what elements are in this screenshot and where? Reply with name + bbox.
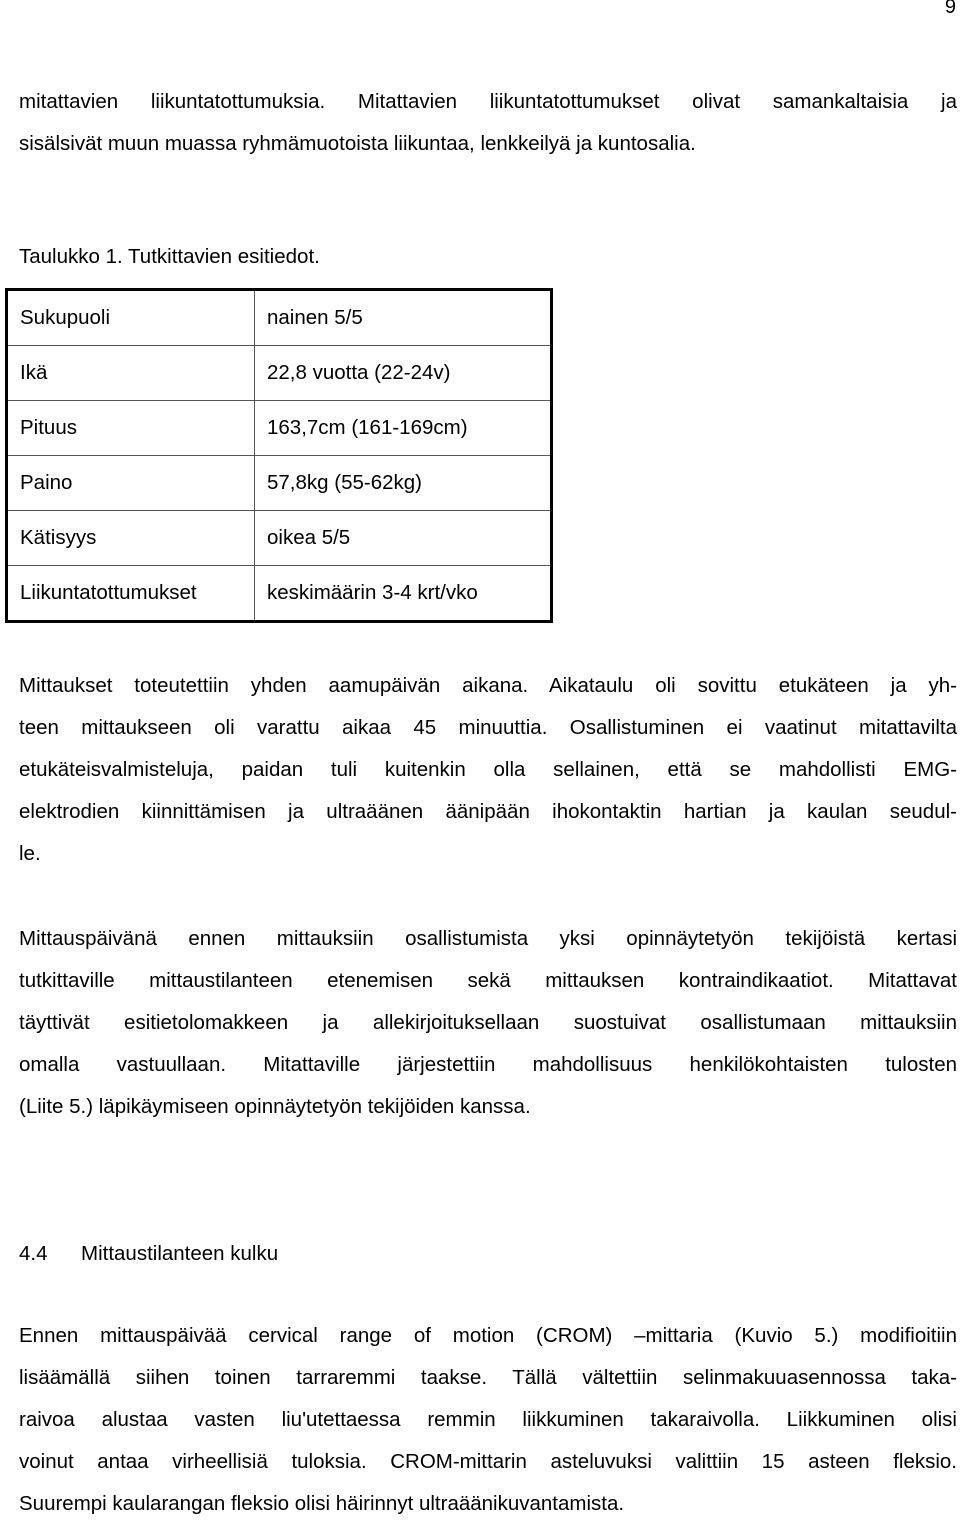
section-number: 4.4: [19, 1242, 48, 1265]
paragraph-3-line-1: Mittauspäivänä ennen mittauksiin osallistumista yksi opinnäytetyön tekijöistä kertasi: [19, 927, 957, 950]
paragraph-2-line-1: Mittaukset toteutettiin yhden aamupäivän aikana. Aikataulu oli sovittu etukäteen ja yh-: [19, 674, 957, 697]
subject-info-table: [5, 288, 553, 623]
table-value: keskimäärin 3-4 krt/vko: [255, 566, 552, 622]
table-value: nainen 5/5: [255, 290, 552, 346]
table-row: [7, 290, 552, 346]
table-value: 163,7cm (161-169cm): [255, 401, 552, 456]
paragraph-2-line-5: le.: [19, 842, 41, 865]
paragraph-1-line-2: sisälsivät muun muassa ryhmämuotoista liikuntaa, lenkkeilyä ja kuntosalia.: [19, 132, 696, 155]
paragraph-2-line-4: elektrodien kiinnittämisen ja ultraäänen äänipään ihokontaktin hartian ja kaulan seudul-: [19, 800, 957, 823]
paragraph-4-line-3: raivoa alustaa vasten liu'utettaessa remmin liikkuminen takaraivolla. Liikkuminen olisi: [19, 1408, 957, 1431]
table-label: Liikuntatottumukset: [7, 566, 255, 622]
table-row: [7, 401, 552, 456]
table-value: 22,8 vuotta (22-24v): [255, 346, 552, 401]
paragraph-2-line-3: etukäteisvalmisteluja, paidan tuli kuitenkin olla sellainen, että se mahdollisti EMG-: [19, 758, 957, 781]
paragraph-3-line-5: (Liite 5.) läpikäymiseen opinnäytetyön tekijöiden kanssa.: [19, 1095, 531, 1118]
paragraph-3-line-4: omalla vastuullaan. Mitattaville järjestettiin mahdollisuus henkilökohtaisten tulosten: [19, 1053, 957, 1076]
table-value: 57,8kg (55-62kg): [255, 456, 552, 511]
table-row: [7, 566, 552, 622]
paragraph-4-line-5: Suurempi kaularangan fleksio olisi häirinnyt ultraäänikuvantamista.: [19, 1492, 625, 1515]
paragraph-3-line-2: tutkittaville mittaustilanteen etenemisen sekä mittauksen kontraindikaatiot. Mitattavat: [19, 969, 957, 992]
paragraph-3-line-3: täyttivät esitietolomakkeen ja allekirjoituksellaan suostuivat osallistumaan mittauksiin: [19, 1011, 957, 1034]
table-value: oikea 5/5: [255, 511, 552, 566]
paragraph-4-line-2: lisäämällä siihen toinen tarraremmi taakse. Tällä vältettiin selinmakuuasennossa taka-: [19, 1366, 957, 1389]
table-row: [7, 456, 552, 511]
page-number: 9: [944, 0, 956, 18]
section-title: Mittaustilanteen kulku: [81, 1242, 279, 1265]
paragraph-4-line-1: Ennen mittauspäivää cervical range of motion (CROM) –mittaria (Kuvio 5.) modifioitiin: [19, 1324, 957, 1347]
paragraph-2-line-2: teen mittaukseen oli varattu aikaa 45 minuuttia. Osallistuminen ei vaatinut mitattavilta: [19, 716, 957, 739]
paragraph-4-line-4: voinut antaa virheellisiä tuloksia. CROM-mittarin asteluvuksi valittiin 15 asteen fleksio.: [19, 1450, 957, 1473]
table-label: Kätisyys: [7, 511, 255, 566]
table-caption: Taulukko 1. Tutkittavien esitiedot.: [19, 245, 320, 268]
table-label: Paino: [7, 456, 255, 511]
table-label: Pituus: [7, 401, 255, 456]
paragraph-1-line-1: mitattavien liikuntatottumuksia. Mitattavien liikuntatottumukset olivat samankaltaisia ja: [19, 90, 957, 113]
table-row: [7, 346, 552, 401]
table-row: [7, 511, 552, 566]
table-label: Sukupuoli: [7, 290, 255, 346]
table-label: Ikä: [7, 346, 255, 401]
